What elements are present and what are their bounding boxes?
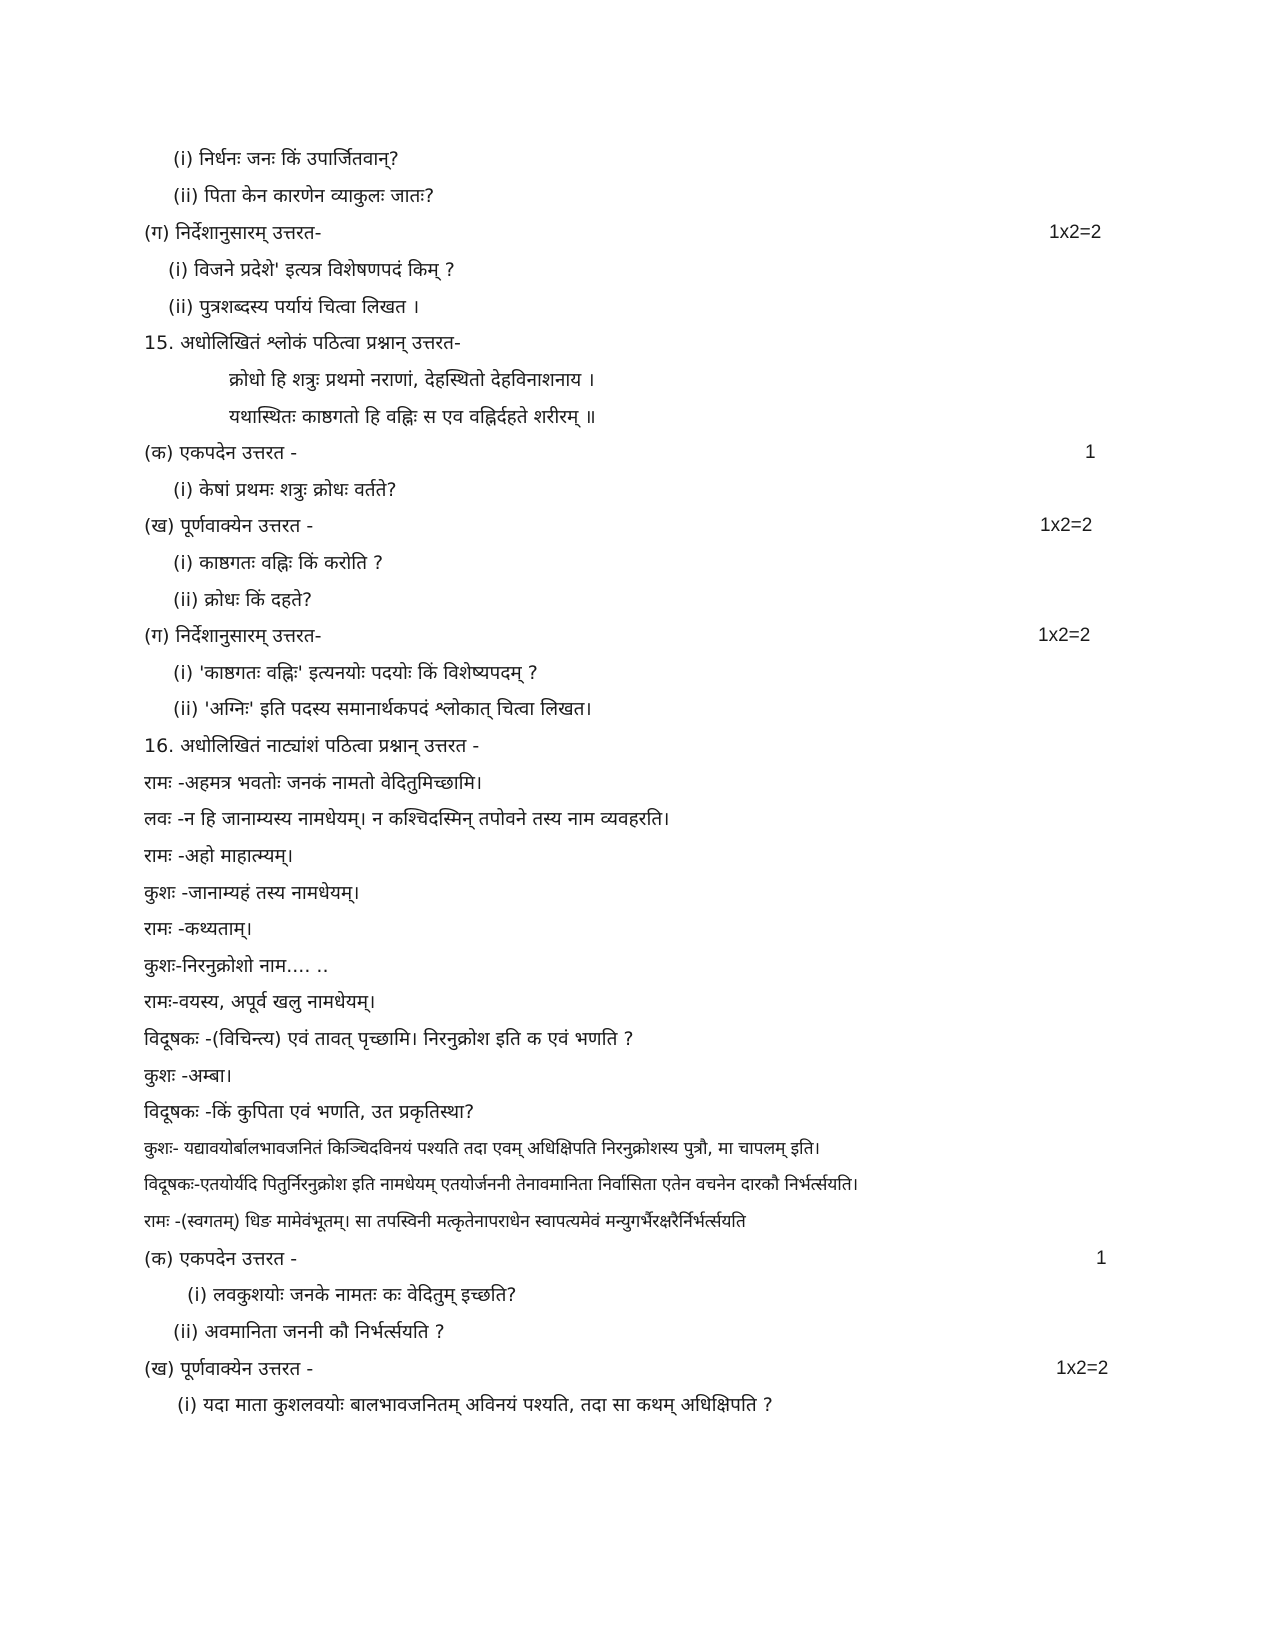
line-text: (ग) निर्देशानुसारम् उत्तरत-: [144, 625, 322, 647]
line-text: रामः -अहमत्र भवतोः जनकं नामतो वेदितुमिच्छामि।: [144, 772, 483, 794]
marks-label: 1: [1085, 442, 1096, 463]
dialogue-line: [0, 1130, 1275, 1168]
question-line: [0, 288, 1275, 326]
line-text: (ii) पुत्रशब्दस्य पर्यायं चित्वा लिखत ।: [168, 296, 420, 318]
line-text: (क) एकपदेन उत्तरत -: [144, 442, 298, 464]
line-text: (i) 'काष्ठगतः वह्निः' इत्यनयोः पदयोः किं विशेष्यपदम् ?: [173, 662, 538, 684]
verse-line: [0, 398, 1275, 436]
question-line: [0, 544, 1275, 582]
line-text: (i) केषां प्रथमः शत्रुः क्रोधः वर्तते?: [173, 479, 397, 501]
dialogue-line: [0, 837, 1275, 875]
line-text: कुशः- यद्यावयोर्बालभावजनितं किञ्चिदविनयं पश्यति तदा एवम् अधिक्षिपति निरनुक्रोशस्य पुत्रौ, मा चापलम् इति।: [144, 1139, 820, 1159]
dialogue-line: [0, 764, 1275, 802]
question-line: [0, 654, 1275, 692]
section-heading: [0, 1240, 1275, 1278]
marks-label: 1x2=2: [1049, 222, 1102, 243]
line-text: (ग) निर्देशानुसारम् उत्तरत-: [144, 222, 322, 244]
marks-label: 1x2=2: [1038, 625, 1091, 646]
line-text: 16. अधोलिखितं नाट्यांशं पठित्वा प्रश्नान् उत्तरत -: [144, 735, 480, 757]
line-text: कुशः -जानाम्यहं तस्य नामधेयम्।: [144, 882, 360, 904]
marks-label: 1x2=2: [1056, 1358, 1109, 1379]
line-text: (ii) अवमानिता जननी कौ निर्भर्त्सयति ?: [173, 1321, 445, 1343]
line-text: (ख) पूर्णवाक्येन उत्तरत -: [144, 515, 314, 537]
line-text: (ii) 'अग्निः' इति पदस्य समानार्थकपदं श्लोकात् चित्वा लिखत।: [173, 698, 592, 720]
line-text: (क) एकपदेन उत्तरत -: [144, 1248, 298, 1270]
line-text: विदूषकः-एतयोर्यदि पितुर्निरनुक्रोश इति नामधेयम् एतयोर्जननी तेनावमानिता निर्वासिता एतेन वचनेन दारकौ निर्भर्त्सयति।: [144, 1175, 858, 1195]
line-text: (ii) क्रोधः किं दहते?: [173, 589, 313, 611]
question-line: [0, 581, 1275, 619]
question-line: [0, 1386, 1275, 1424]
marks-label: 1x2=2: [1040, 515, 1093, 536]
dialogue-line: [0, 1057, 1275, 1095]
line-text: (i) विजने प्रदेशे' इत्यत्र विशेषणपदं किम् ?: [168, 259, 455, 281]
line-text: (i) लवकुशयोः जनके नामतः कः वेदितुम् इच्छति?: [187, 1284, 517, 1306]
section-heading: [0, 1350, 1275, 1388]
line-text: विदूषकः -(विचिन्त्य) एवं तावत् पृच्छामि। निरनुक्रोश इति क एवं भणति ?: [144, 1028, 634, 1050]
line-text: (ख) पूर्णवाक्येन उत्तरत -: [144, 1358, 314, 1380]
question-heading: [0, 324, 1275, 362]
question-line: [0, 690, 1275, 728]
line-text: रामः -कथ्यताम्।: [144, 918, 253, 940]
line-text: कुशः-निरनुक्रोशो नाम.... ..: [144, 955, 329, 977]
question-line: [0, 251, 1275, 289]
question-line: [0, 140, 1275, 178]
line-text: (i) निर्धनः जनः किं उपार्जितवान्?: [173, 148, 399, 170]
section-heading: [0, 507, 1275, 545]
line-text: यथास्थितः काष्ठगतो हि वह्निः स एव वह्निर्दहते शरीरम् ॥: [229, 406, 596, 428]
line-text: विदूषकः -किं कुपिता एवं भणति, उत प्रकृतिस्था?: [144, 1101, 475, 1123]
dialogue-line: [0, 910, 1275, 948]
line-text: रामः -अहो माहात्म्यम्।: [144, 845, 294, 867]
dialogue-line: [0, 983, 1275, 1021]
dialogue-line: [0, 1166, 1275, 1204]
dialogue-line: [0, 947, 1275, 985]
marks-label: 1: [1096, 1248, 1107, 1269]
line-text: रामः -(स्वगतम्) धिङ मामेवंभूतम्। सा तपस्विनी मत्कृतेनापराधेन स्वापत्यमेवं मन्युगर्भैरक्षरैर्निर्भर्त्सयति: [144, 1212, 746, 1232]
line-text: (i) काष्ठगतः वह्निः किं करोति ?: [173, 552, 384, 574]
dialogue-line: [0, 1020, 1275, 1058]
verse-line: [0, 361, 1275, 399]
line-text: लवः -न हि जानाम्यस्य नामधेयम्। न कश्चिदस्मिन् तपोवने तस्य नाम व्यवहरति।: [144, 808, 670, 830]
line-text: कुशः -अम्बा।: [144, 1065, 232, 1087]
line-text: (ii) पिता केन कारणेन व्याकुलः जातः?: [173, 185, 435, 207]
section-heading: [0, 617, 1275, 655]
line-text: क्रोधो हि शत्रुः प्रथमो नराणां, देहस्थितो देहविनाशनाय ।: [229, 369, 595, 391]
question-heading: [0, 727, 1275, 765]
line-text: 15. अधोलिखितं श्लोकं पठित्वा प्रश्नान् उत्तरत-: [144, 332, 461, 354]
dialogue-line: [0, 1203, 1275, 1241]
section-heading: [0, 434, 1275, 472]
section-heading: [0, 214, 1275, 252]
question-line: [0, 1313, 1275, 1351]
question-line: [0, 471, 1275, 509]
dialogue-line: [0, 800, 1275, 838]
line-text: (i) यदा माता कुशलवयोः बालभावजनितम् अविनयं पश्यति, तदा सा कथम् अधिक्षिपति ?: [177, 1394, 773, 1416]
line-text: रामः-वयस्य, अपूर्व खलु नामधेयम्।: [144, 991, 376, 1013]
dialogue-line: [0, 874, 1275, 912]
question-line: [0, 177, 1275, 215]
question-line: [0, 1276, 1275, 1314]
dialogue-line: [0, 1093, 1275, 1131]
